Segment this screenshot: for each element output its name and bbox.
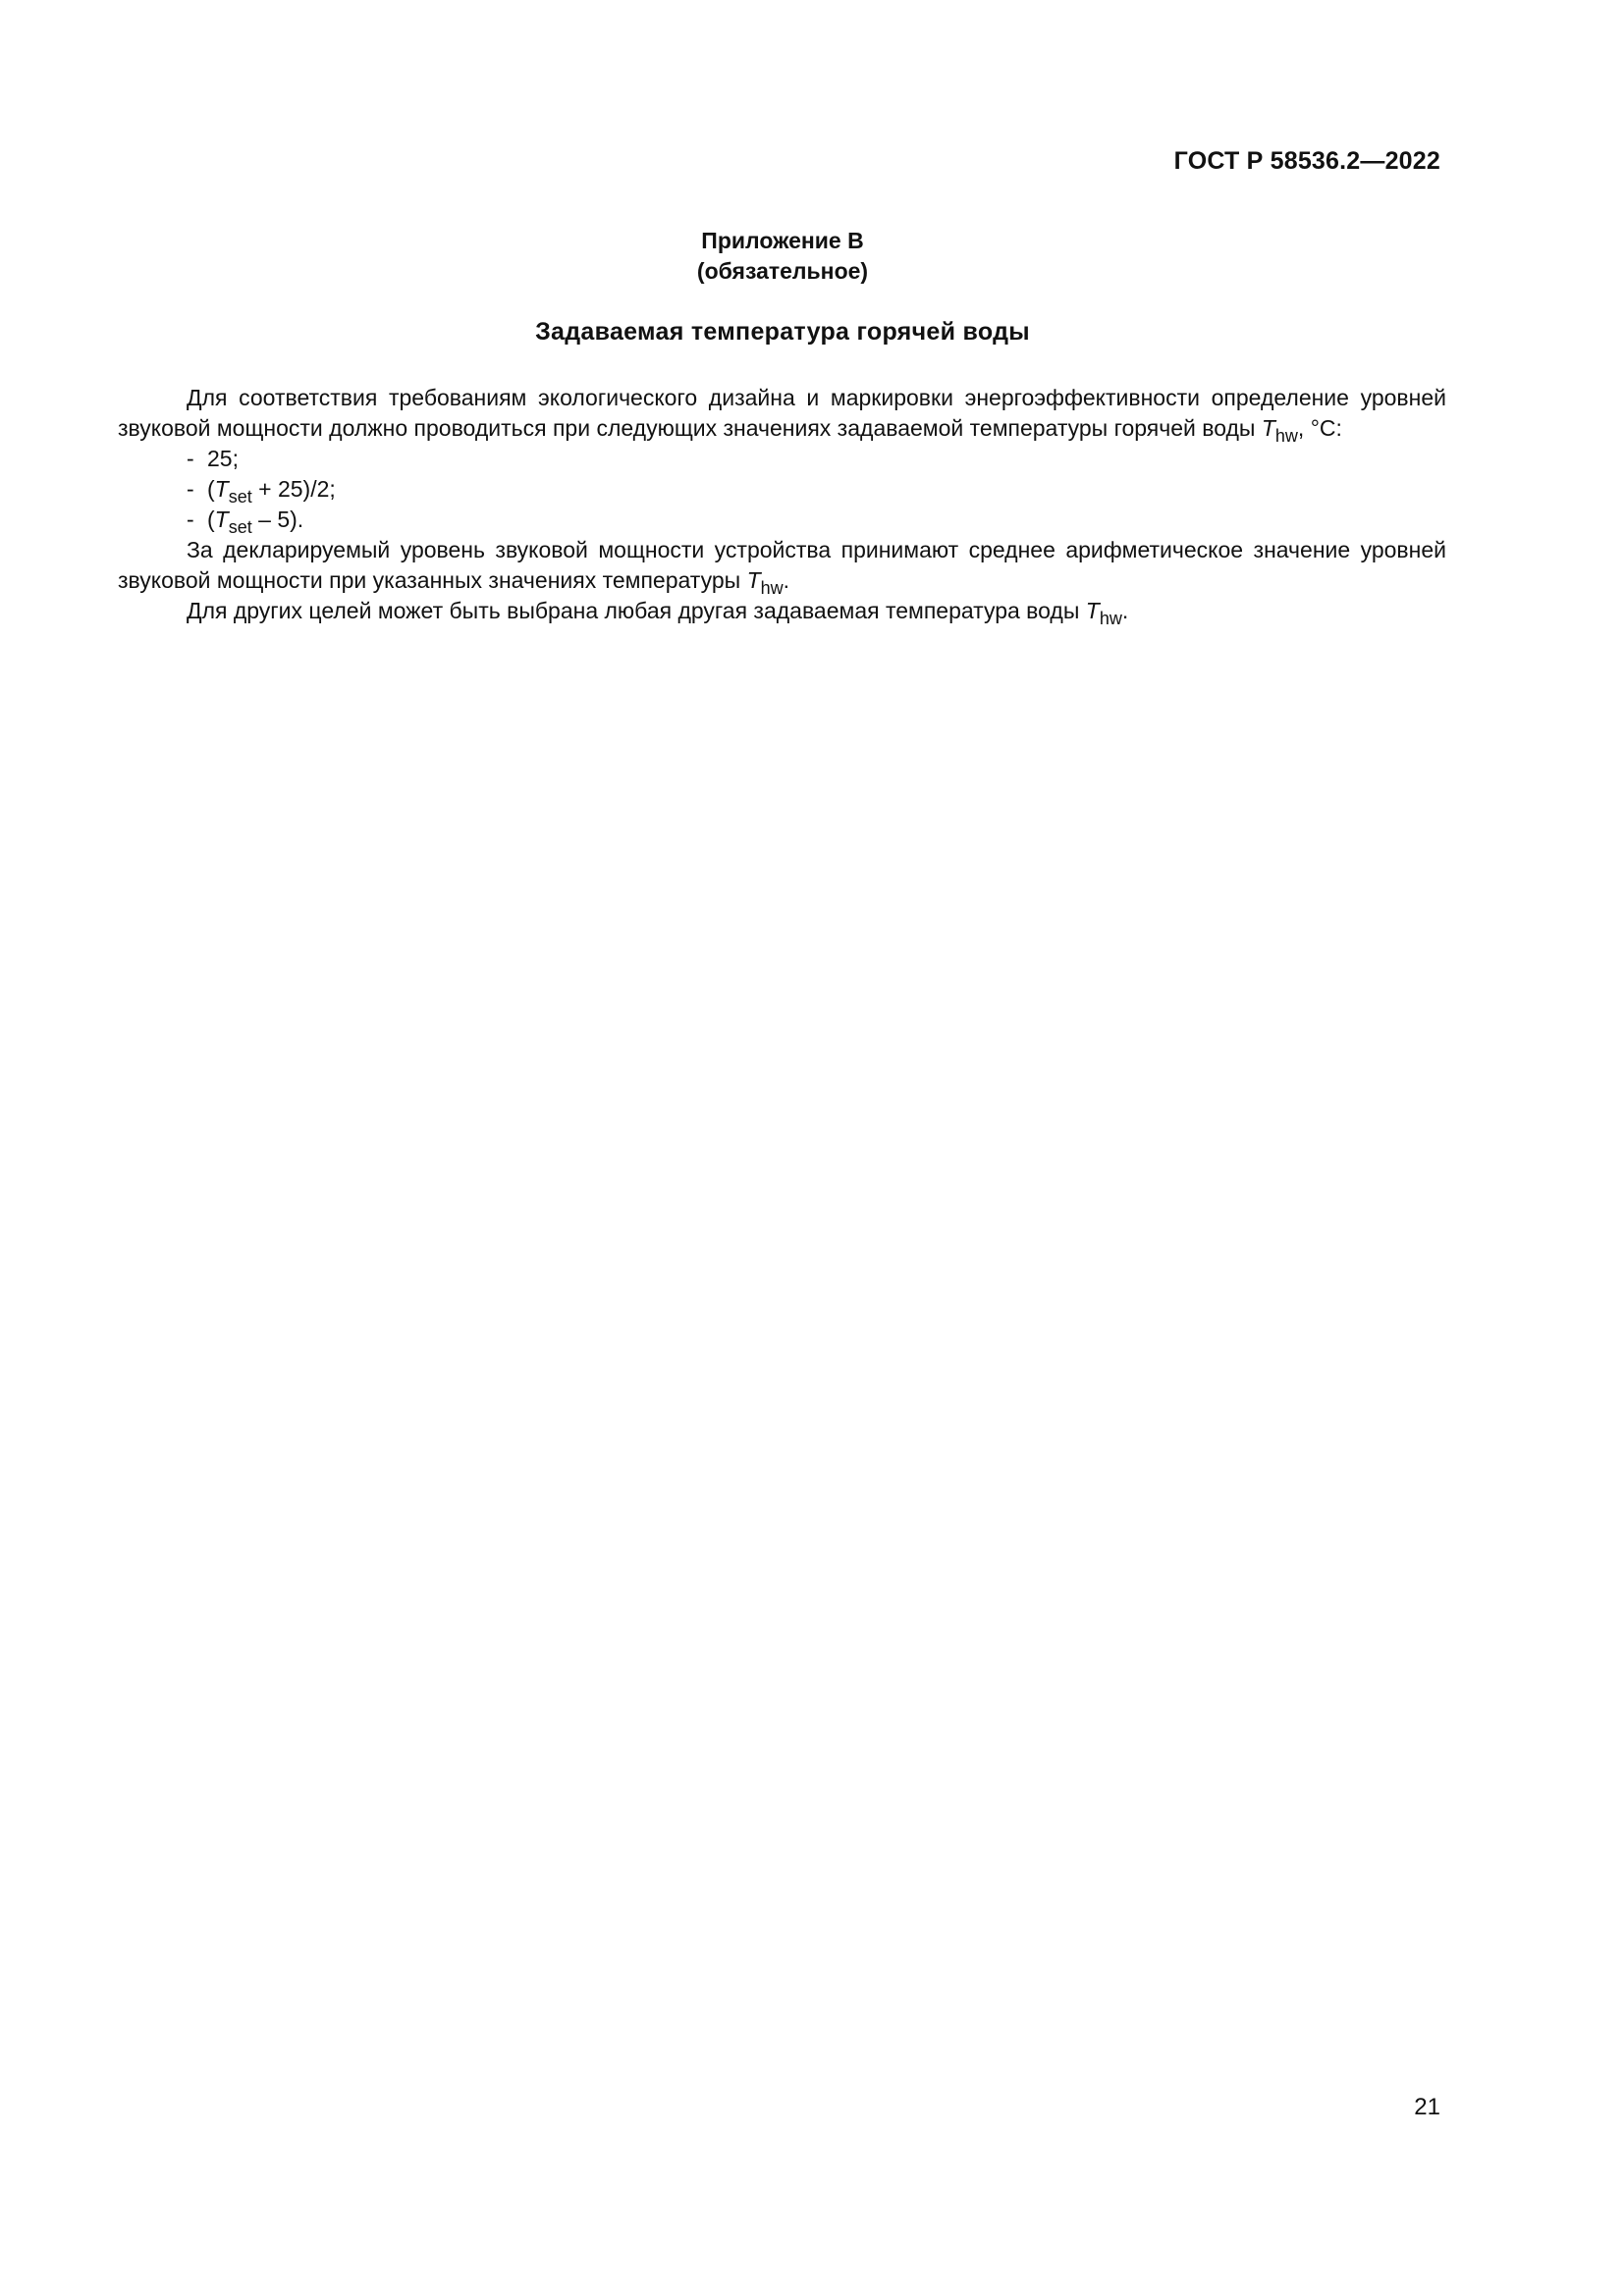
list-dash: - bbox=[187, 446, 194, 471]
variable-subscript: hw bbox=[1274, 426, 1298, 446]
variable-subscript: set bbox=[228, 487, 252, 507]
annex-status: (обязательное) bbox=[696, 258, 869, 284]
list-item: - $(T_{set} - 5)$. bbox=[187, 507, 304, 537]
annex-label: Приложение В bbox=[701, 228, 864, 253]
list-item: - $(T_{set} + 25)/2$; bbox=[187, 476, 336, 507]
temperature-list bbox=[118, 444, 1446, 535]
variable-symbol: T bbox=[1085, 598, 1100, 623]
variable-subscript: hw bbox=[1099, 609, 1122, 628]
variable-symbol: T bbox=[214, 476, 229, 502]
annex-heading bbox=[0, 226, 1565, 287]
paragraph-other-purposes: Для других целей может быть выбрана любая другая задаваемая температура воды $T_{hw}$. bbox=[187, 598, 1129, 628]
paragraph-requirements: Для соответствия требованиям экологического дизайна и маркировки энергоэффективности определение уровней звуковой мощности должно проводиться при следующих значениях задаваемой температуры горячей воды $T_{hw}$, °С: bbox=[118, 385, 1446, 446]
list-dash: - bbox=[187, 476, 194, 502]
page-number: 21 bbox=[1414, 2094, 1440, 2120]
list-dash: - bbox=[187, 507, 194, 532]
list-item: - 25; bbox=[118, 444, 1446, 474]
body-text bbox=[118, 383, 1446, 626]
paragraph-declared-level: За декларируемый уровень звуковой мощности устройства принимают среднее арифметическое значение уровней звуковой мощности при указанных значениях температуры $T_{hw}$. bbox=[118, 537, 1446, 598]
variable-symbol: T bbox=[214, 507, 229, 532]
variable-symbol: T bbox=[746, 567, 761, 593]
annex-title: Задаваемая температура горячей воды bbox=[535, 318, 1030, 346]
variable-symbol: T bbox=[1261, 415, 1275, 441]
standard-number: ГОСТ Р 58536.2—2022 bbox=[1173, 147, 1440, 175]
variable-subscript: hw bbox=[760, 578, 784, 598]
variable-subscript: set bbox=[228, 517, 252, 537]
